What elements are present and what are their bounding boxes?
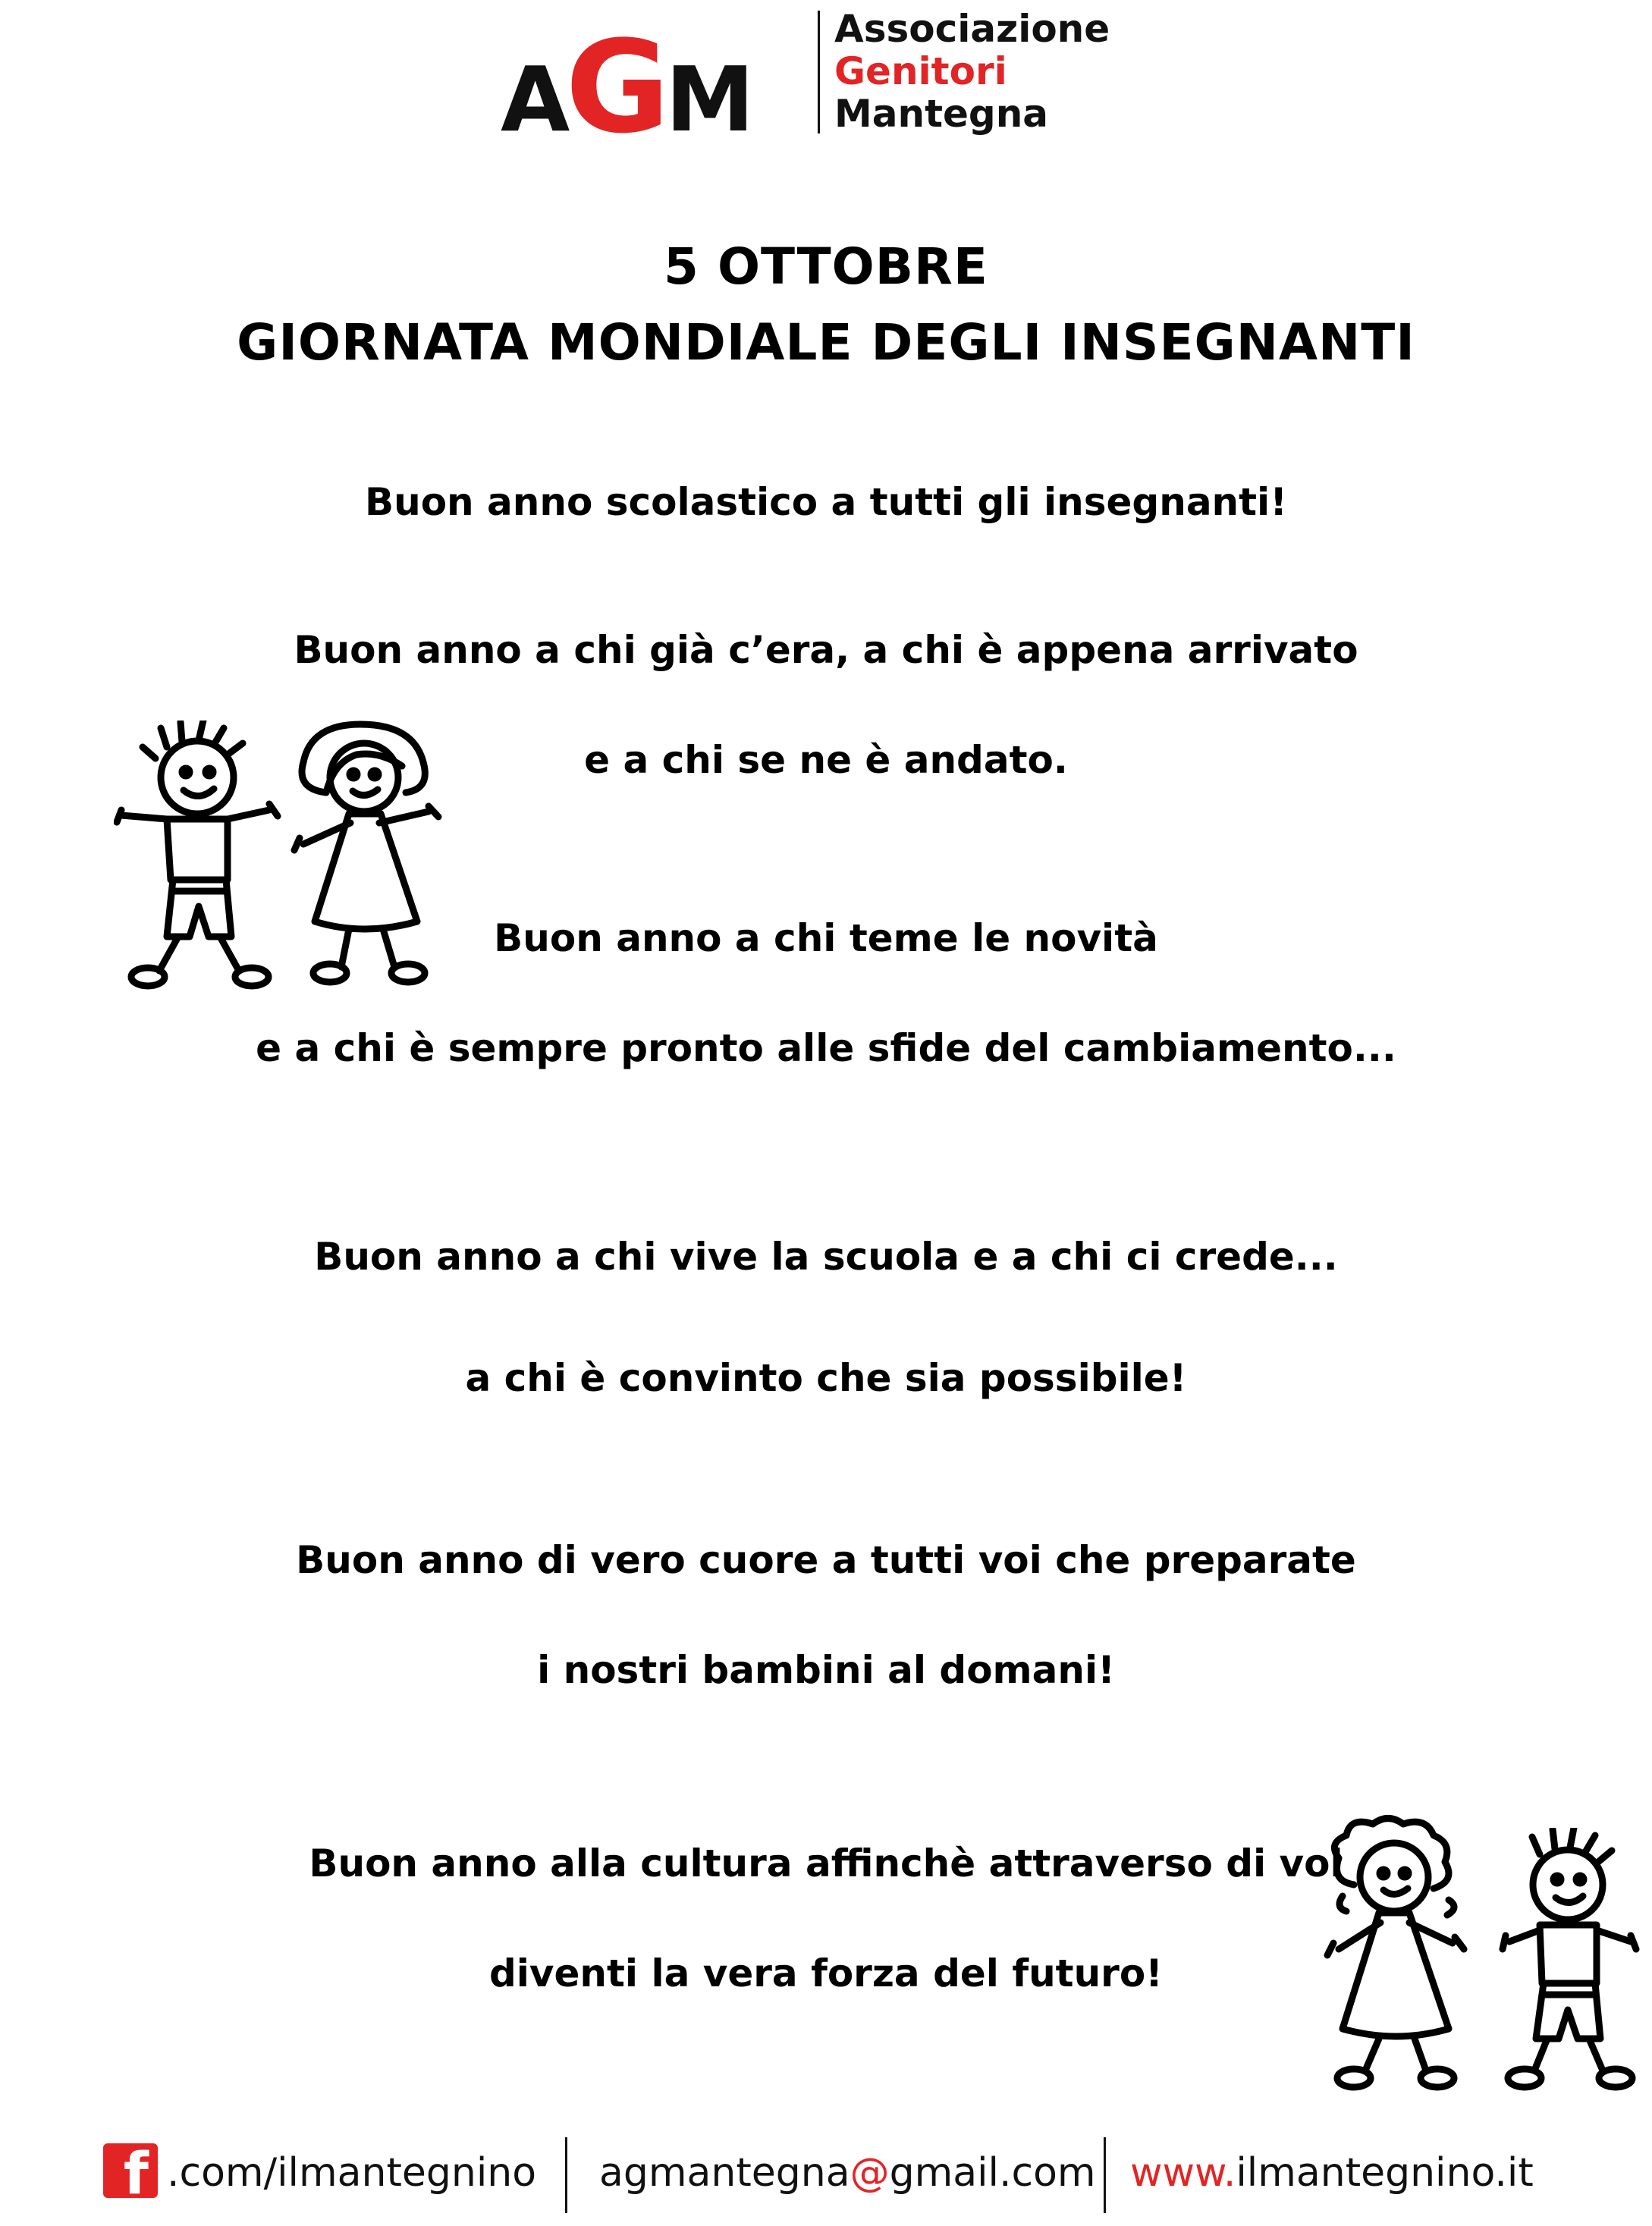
poem-line-7: a chi è convinto che sia possibile! — [465, 1356, 1187, 1400]
logo-wordmark — [834, 8, 1110, 135]
logo-divider — [818, 11, 820, 133]
email-user: agmantegna — [599, 2150, 850, 2196]
footer-separator — [565, 2137, 567, 2213]
girl-figure — [288, 717, 448, 990]
logo-letter-m: M — [665, 47, 755, 152]
website-prefix: www. — [1130, 2150, 1236, 2196]
logo-letter-a: A — [501, 47, 570, 152]
email-at: @ — [850, 2150, 890, 2196]
date-heading: 5 OTTOBRE — [664, 237, 988, 296]
boy-figure — [114, 721, 288, 994]
email-link[interactable] — [599, 2146, 1096, 2199]
website-suffix: .it — [1494, 2150, 1534, 2196]
website-name: ilmantegnino — [1236, 2150, 1495, 2196]
facebook-link[interactable]: .com/ilmantegnino — [167, 2150, 537, 2196]
logo-letter-g: G — [565, 13, 671, 162]
poem-line-3: e a chi se ne è andato. — [584, 738, 1068, 782]
footer-separator — [1104, 2137, 1106, 2213]
poem-line-10: Buon anno alla cultura affinchè attraverso di voi — [309, 1841, 1343, 1885]
agm-logo — [501, 7, 1153, 162]
facebook-icon-letter: f — [123, 2140, 149, 2207]
email-domain: gmail.com — [889, 2150, 1096, 2196]
poem-line-9: i nostri bambini al domani! — [537, 1648, 1115, 1692]
event-heading: GIORNATA MONDIALE DEGLI INSEGNANTI — [237, 313, 1415, 372]
poem-line-6: Buon anno a chi vive la scuola e a chi ci crede... — [314, 1235, 1338, 1279]
poem-line-8: Buon anno di vero cuore a tutti voi che preparate — [296, 1538, 1356, 1582]
poem-line-4: Buon anno a chi teme le novità — [494, 916, 1158, 960]
facebook-icon[interactable] — [103, 2140, 158, 2207]
logo-monogram — [501, 13, 755, 162]
poem-line-1: Buon anno scolastico a tutti gli insegnanti! — [364, 480, 1287, 524]
poem-line-11: diventi la vera forza del futuro! — [489, 1951, 1163, 1995]
website-link[interactable] — [1130, 2146, 1534, 2199]
poem-line-5: e a chi è sempre pronto alle sfide del cambiamento... — [256, 1026, 1396, 1070]
boy-figure-right — [1498, 1828, 1642, 2093]
logo-word-genitori: Genitori — [834, 49, 1007, 93]
footer — [0, 2131, 1652, 2215]
poem-line-2: Buon anno a chi già c’era, a chi è appena arrivato — [294, 628, 1358, 672]
logo-word-associazione: Associazione — [834, 7, 1110, 51]
girl-figure-curly — [1320, 1813, 1471, 2093]
logo-word-mantegna: Mantegna — [834, 92, 1049, 136]
